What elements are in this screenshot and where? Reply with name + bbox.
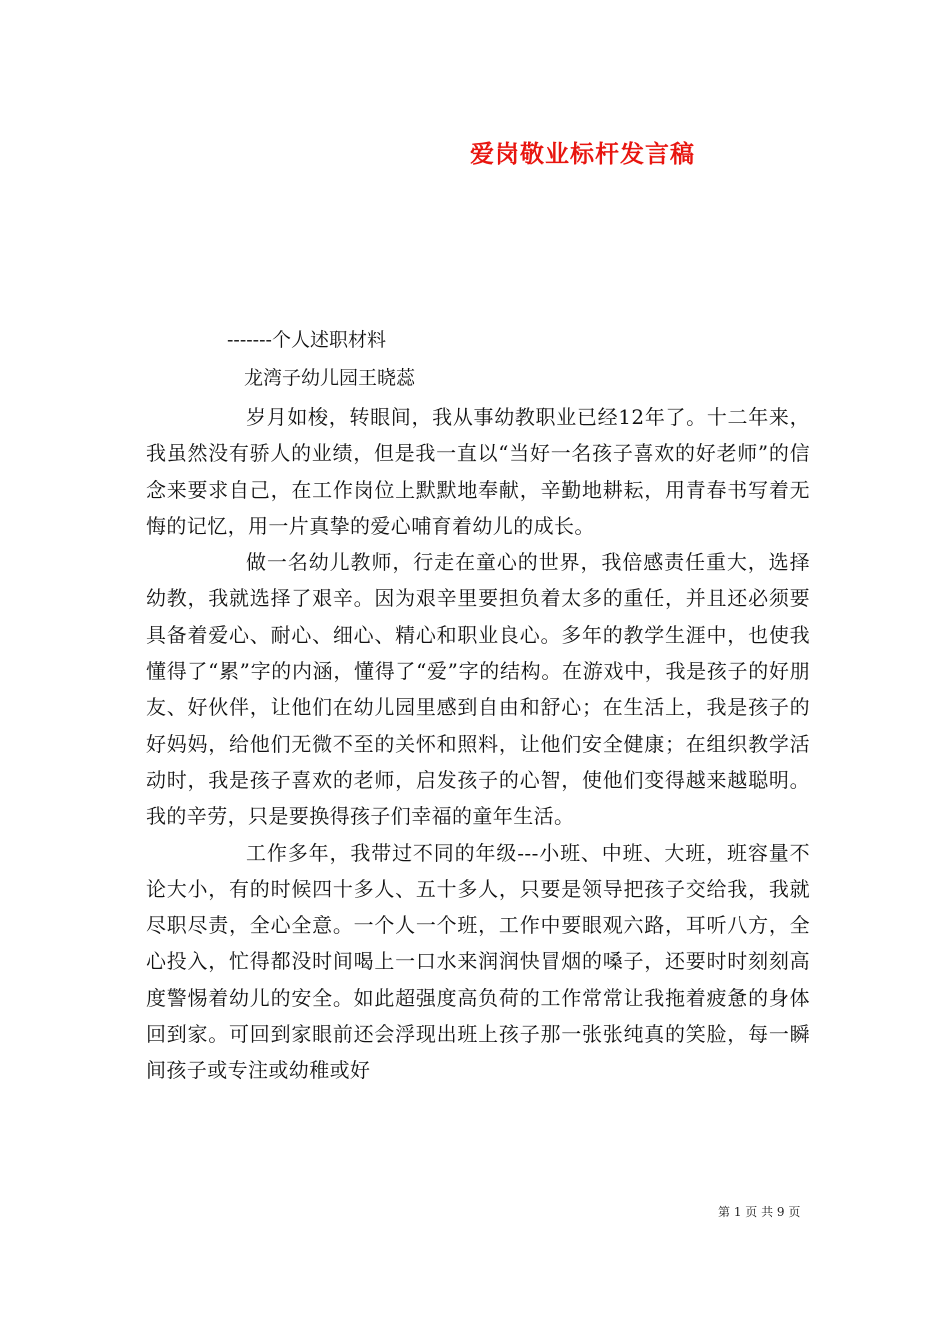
document-subtitle: -------个人述职材料 (227, 329, 386, 351)
body-paragraph: 岁月如梭，转眼间，我从事幼教职业已经12年了。十二年来，我虽然没有骄人的业绩，但是我一直以“当好一名孩子喜欢的好老师”的信念来要求自己，在工作岗位上默默地奉献，辛勤地耕耘，用青春书写着无悔的记忆，用一片真挚的爱心哺育着幼儿的成长。 (146, 405, 810, 538)
body-paragraph: 工作多年，我带过不同的年级---小班、中班、大班，班容量不论大小，有的时候四十多人、五十多人，只要是领导把孩子交给我，我就尽职尽责，全心全意。一个人一个班，工作中要眼观六路，耳听八方，全心投入，忙得都没时间喝上一口水来润润快冒烟的嗓子，还要时时刻刻高度警惕着幼儿的安全。如此超强度高负荷的工作常常让我拖着疲惫的身体回到家。可回到家眼前还会浮现出班上孩子那一张张纯真的笑脸，每一瞬间孩子或专注或幼稚或好 (146, 840, 810, 1083)
page-number-footer: 第 1 页 共 9 页 (718, 1205, 801, 1219)
document-body (146, 399, 810, 1089)
document-author: 龙湾子幼儿园王晓蕊 (244, 367, 416, 389)
body-paragraph: 做一名幼儿教师，行走在童心的世界，我倍感责任重大，选择幼教，我就选择了艰辛。因为艰辛里要担负着太多的重任，并且还必须要具备着爱心、耐心、细心、精心和职业良心。多年的教学生涯中，也使我懂得了“累”字的内涵，懂得了“爱”字的结构。在游戏中，我是孩子的好朋友、好伙伴，让他们在幼儿园里感到自由和舒心；在生活上，我是孩子的好妈妈，给他们无微不至的关怀和照料，让他们安全健康；在组织教学活动时，我是孩子喜欢的老师，启发孩子的心智，使他们变得越来越聪明。我的辛劳，只是要换得孩子们幸福的童年生活。 (146, 550, 810, 829)
document-title: 爱岗敬业标杆发言稿 (470, 139, 695, 168)
